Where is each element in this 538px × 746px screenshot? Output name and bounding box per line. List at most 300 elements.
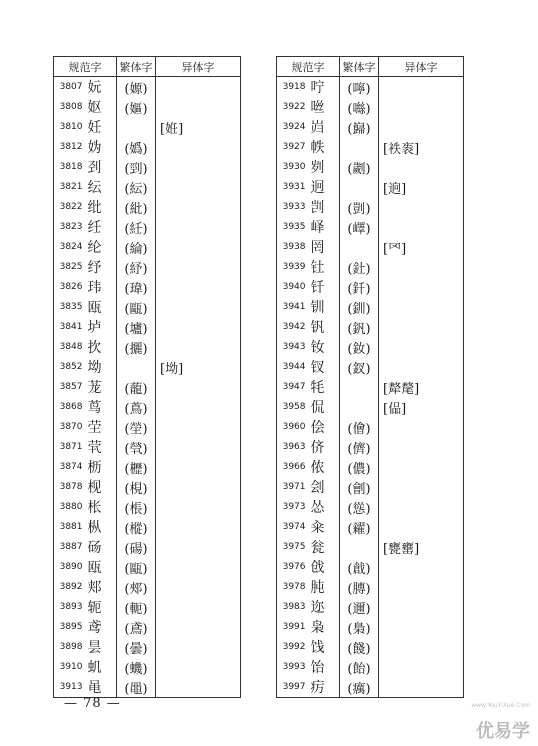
traditional-char: (紓) <box>117 257 156 277</box>
entry-number: 3944 <box>277 357 309 377</box>
traditional-char: (儂) <box>340 457 379 477</box>
standard-char: 帙 <box>309 137 340 157</box>
traditional-char: (飴) <box>340 657 379 677</box>
variant-char <box>379 77 464 98</box>
standard-char: 咝 <box>309 97 340 117</box>
variant-char <box>156 377 241 397</box>
table-row <box>277 577 464 597</box>
standard-char: 侬 <box>309 457 340 477</box>
table-row <box>54 257 241 277</box>
entry-number: 3871 <box>54 437 86 457</box>
traditional-char: (儕) <box>340 437 379 457</box>
standard-char: 疠 <box>309 677 340 698</box>
entry-number: 3939 <box>277 257 309 277</box>
entry-number: 3975 <box>277 537 309 557</box>
standard-char: 剀 <box>309 197 340 217</box>
variant-char <box>156 277 241 297</box>
watermark-logo: 优易学 <box>476 721 530 742</box>
traditional-char: (櫪) <box>117 457 156 477</box>
standard-char: 纭 <box>86 177 117 197</box>
traditional-char: (嶧) <box>340 217 379 237</box>
standard-char: 刭 <box>86 157 117 177</box>
standard-char: 妪 <box>86 97 117 117</box>
entry-number: 3892 <box>54 577 86 597</box>
standard-char: 茔 <box>86 417 117 437</box>
table-row <box>277 557 464 577</box>
entry-number: 3857 <box>54 377 86 397</box>
table-row <box>277 497 464 517</box>
entry-number: 3991 <box>277 617 309 637</box>
traditional-char <box>340 377 379 397</box>
table-row <box>277 217 464 237</box>
entry-number: 3992 <box>277 637 309 657</box>
traditional-char <box>340 397 379 417</box>
standard-char: 垆 <box>86 317 117 337</box>
entry-number: 3826 <box>54 277 86 297</box>
table-row <box>54 77 241 98</box>
traditional-char: (壚) <box>117 317 156 337</box>
entry-number: 3966 <box>277 457 309 477</box>
variant-char <box>156 177 241 197</box>
variant-char <box>379 337 464 357</box>
traditional-char: (瑋) <box>117 277 156 297</box>
standard-char: 玮 <box>86 277 117 297</box>
table-row <box>54 277 241 297</box>
table-row <box>277 237 464 257</box>
variant-char <box>156 237 241 257</box>
standard-char: 侃 <box>309 397 340 417</box>
entry-number: 3933 <box>277 197 309 217</box>
table-row <box>54 597 241 617</box>
entry-number: 3887 <box>54 537 86 557</box>
standard-char: 肫 <box>309 577 340 597</box>
variant-char <box>156 397 241 417</box>
traditional-char: (樅) <box>117 517 156 537</box>
traditional-char: (甌) <box>117 297 156 317</box>
entry-number: 3848 <box>54 337 86 357</box>
table-row <box>277 677 464 698</box>
entry-number: 3973 <box>277 497 309 517</box>
variant-char <box>379 457 464 477</box>
variant-char <box>156 157 241 177</box>
table-row <box>277 397 464 417</box>
traditional-char: (軛) <box>117 597 156 617</box>
entry-number: 3978 <box>277 577 309 597</box>
traditional-char: (煢) <box>117 437 156 457</box>
traditional-char: (餞) <box>340 637 379 657</box>
entry-number: 3935 <box>277 217 309 237</box>
table-row <box>277 137 464 157</box>
variant-char <box>156 317 241 337</box>
entry-number: 3941 <box>277 297 309 317</box>
standard-char: 纾 <box>86 257 117 277</box>
standard-char: 罔 <box>309 237 340 257</box>
header-traditional: 繁体字 <box>340 57 379 77</box>
traditional-char: (紕) <box>117 197 156 217</box>
header-variant: 异体字 <box>156 57 241 77</box>
standard-char: 瓯 <box>86 557 117 577</box>
entry-number: 3997 <box>277 677 309 698</box>
entry-number: 3835 <box>54 297 86 317</box>
variant-char <box>379 677 464 698</box>
standard-char: 妊 <box>86 117 117 137</box>
right-character-table <box>276 56 464 698</box>
traditional-char <box>117 117 156 137</box>
table-row <box>277 657 464 677</box>
header-standard: 规范字 <box>277 57 340 77</box>
left-character-table <box>53 56 241 698</box>
variant-char <box>379 277 464 297</box>
variant-char <box>156 657 241 677</box>
table-row <box>277 457 464 477</box>
traditional-char: (黽) <box>117 677 156 698</box>
table-row <box>277 157 464 177</box>
variant-char <box>156 137 241 157</box>
traditional-char: (癘) <box>340 677 379 698</box>
variant-char <box>379 217 464 237</box>
traditional-char: (釷) <box>340 257 379 277</box>
standard-char: 刿 <box>309 157 340 177</box>
entry-number: 3974 <box>277 517 309 537</box>
variant-char <box>379 197 464 217</box>
table-row <box>277 417 464 437</box>
standard-char: 瓮 <box>309 537 340 557</box>
variant-char: [罓] <box>379 237 464 257</box>
entry-number: 3993 <box>277 657 309 677</box>
table-row <box>277 277 464 297</box>
table-row <box>54 377 241 397</box>
table-header-row <box>277 57 464 77</box>
table-row <box>54 657 241 677</box>
variant-char <box>379 657 464 677</box>
standard-char: 峄 <box>309 217 340 237</box>
standard-char: 侪 <box>309 437 340 457</box>
table-row <box>54 117 241 137</box>
standard-char: 轭 <box>86 597 117 617</box>
traditional-char <box>340 177 379 197</box>
entry-number: 3918 <box>277 77 309 98</box>
traditional-char: (糴) <box>340 517 379 537</box>
variant-char <box>156 517 241 537</box>
entry-number: 3931 <box>277 177 309 197</box>
entry-number: 3895 <box>54 617 86 637</box>
table-row <box>277 437 464 457</box>
table-row <box>54 157 241 177</box>
standard-char: 侩 <box>309 417 340 437</box>
variant-char <box>379 617 464 637</box>
standard-char: 咛 <box>309 77 340 98</box>
variant-char <box>379 517 464 537</box>
traditional-char: (嫄) <box>117 77 156 98</box>
traditional-char: (嚀) <box>340 77 379 98</box>
table-row <box>277 257 464 277</box>
standard-char: 饯 <box>309 637 340 657</box>
entry-number: 3924 <box>277 117 309 137</box>
variant-char <box>156 537 241 557</box>
traditional-char: (碭) <box>117 537 156 557</box>
traditional-char: (膞) <box>340 577 379 597</box>
variant-char <box>156 597 241 617</box>
variant-char <box>379 257 464 277</box>
entry-number: 3821 <box>54 177 86 197</box>
variant-char <box>379 357 464 377</box>
entry-number: 3927 <box>277 137 309 157</box>
entry-number: 3938 <box>277 237 309 257</box>
table-row <box>54 637 241 657</box>
variant-char <box>156 497 241 517</box>
traditional-char: (劌) <box>340 157 379 177</box>
variant-char <box>156 677 241 698</box>
entry-number: 3878 <box>54 477 86 497</box>
table-row <box>277 197 464 217</box>
variant-char <box>379 477 464 497</box>
entry-number: 3870 <box>54 417 86 437</box>
variant-char: [犛氂] <box>379 377 464 397</box>
entry-number: 3808 <box>54 97 86 117</box>
entry-number: 3943 <box>277 337 309 357</box>
table-row <box>54 497 241 517</box>
standard-char: 砀 <box>86 537 117 557</box>
traditional-char: (噝) <box>340 97 379 117</box>
table-row <box>54 437 241 457</box>
traditional-char: (蟣) <box>117 657 156 677</box>
variant-char <box>379 637 464 657</box>
variant-char <box>156 97 241 117</box>
entry-number: 3963 <box>277 437 309 457</box>
entry-number: 3960 <box>277 417 309 437</box>
traditional-char: (綸) <box>117 237 156 257</box>
entry-number: 3971 <box>277 477 309 497</box>
standard-char: 鸢 <box>86 617 117 637</box>
variant-char <box>156 297 241 317</box>
table-row <box>54 417 241 437</box>
traditional-char: (梟) <box>340 617 379 637</box>
table-row <box>277 517 464 537</box>
entry-number: 3824 <box>54 237 86 257</box>
entry-number: 3940 <box>277 277 309 297</box>
traditional-char <box>340 137 379 157</box>
table-row <box>277 77 464 98</box>
watermark-url: www.YouYiXue.Com <box>471 702 530 709</box>
traditional-char: (蘢) <box>117 377 156 397</box>
table-row <box>54 237 241 257</box>
variant-char <box>156 217 241 237</box>
table-row <box>54 337 241 357</box>
variant-char <box>156 437 241 457</box>
variant-char <box>379 597 464 617</box>
table-row <box>54 477 241 497</box>
traditional-char <box>340 237 379 257</box>
standard-char: 枞 <box>86 517 117 537</box>
entry-number: 3890 <box>54 557 86 577</box>
standard-char: 牦 <box>309 377 340 397</box>
variant-char <box>156 637 241 657</box>
standard-char: 岿 <box>309 117 340 137</box>
standard-char: 籴 <box>309 517 340 537</box>
table-row <box>54 97 241 117</box>
standard-char: 妧 <box>86 77 117 98</box>
table-row <box>54 357 241 377</box>
entry-number: 3868 <box>54 397 86 417</box>
entry-number: 3807 <box>54 77 86 98</box>
entry-number: 3880 <box>54 497 86 517</box>
traditional-char: (儈) <box>340 417 379 437</box>
table-row <box>277 477 464 497</box>
standard-char: 钗 <box>309 357 340 377</box>
variant-char <box>156 77 241 98</box>
table-row <box>277 97 464 117</box>
traditional-char: (嬀) <box>117 137 156 157</box>
standard-char: 纴 <box>86 217 117 237</box>
header-standard: 规范字 <box>54 57 117 77</box>
standard-char: 枥 <box>86 457 117 477</box>
traditional-char: (邇) <box>340 597 379 617</box>
traditional-char: (戧) <box>340 557 379 577</box>
variant-char: [袟袠] <box>379 137 464 157</box>
traditional-char <box>117 357 156 377</box>
traditional-char: (釵) <box>340 357 379 377</box>
variant-char <box>379 577 464 597</box>
entry-number: 3958 <box>277 397 309 417</box>
entry-number: 3910 <box>54 657 86 677</box>
variant-char <box>156 617 241 637</box>
standard-char: 迩 <box>309 597 340 617</box>
standard-char: 刽 <box>309 477 340 497</box>
table-row <box>54 617 241 637</box>
table-row <box>277 617 464 637</box>
table-row <box>54 137 241 157</box>
standard-char: 黾 <box>86 677 117 698</box>
traditional-char: (巋) <box>340 117 379 137</box>
variant-char: [逈] <box>379 177 464 197</box>
right-table-body <box>277 77 464 698</box>
standard-char: 饴 <box>309 657 340 677</box>
standard-char: 茑 <box>86 397 117 417</box>
variant-char <box>379 497 464 517</box>
standard-char: 扻 <box>86 337 117 357</box>
entry-number: 3983 <box>277 597 309 617</box>
standard-char: 纶 <box>86 237 117 257</box>
table-row <box>54 197 241 217</box>
traditional-char: (慫) <box>340 497 379 517</box>
entry-number: 3841 <box>54 317 86 337</box>
entry-number: 3874 <box>54 457 86 477</box>
traditional-char: (曇) <box>117 637 156 657</box>
variant-char <box>156 557 241 577</box>
standard-char: 钒 <box>309 317 340 337</box>
header-traditional: 繁体字 <box>117 57 156 77</box>
traditional-char: (剄) <box>117 157 156 177</box>
standard-char: 茕 <box>86 437 117 457</box>
standard-char: 戗 <box>309 557 340 577</box>
entry-number: 3852 <box>54 357 86 377</box>
entry-number: 3947 <box>277 377 309 397</box>
table-row <box>277 597 464 617</box>
traditional-char: (釹) <box>340 337 379 357</box>
table-row <box>54 397 241 417</box>
table-row <box>54 177 241 197</box>
traditional-char: (梘) <box>117 477 156 497</box>
variant-char <box>156 197 241 217</box>
standard-char: 妫 <box>86 137 117 157</box>
standard-char: 钕 <box>309 337 340 357</box>
standard-char: 钏 <box>309 297 340 317</box>
table-row <box>277 357 464 377</box>
traditional-char: (剴) <box>340 197 379 217</box>
entry-number: 3913 <box>54 677 86 698</box>
variant-char <box>156 477 241 497</box>
traditional-char: (釧) <box>340 297 379 317</box>
entry-number: 3930 <box>277 157 309 177</box>
variant-char <box>379 417 464 437</box>
table-row <box>54 577 241 597</box>
traditional-char: (劊) <box>340 477 379 497</box>
variant-char <box>379 557 464 577</box>
table-row <box>54 457 241 477</box>
entry-number: 3976 <box>277 557 309 577</box>
variant-char <box>379 437 464 457</box>
traditional-char: (釩) <box>340 317 379 337</box>
standard-char: 钍 <box>309 257 340 277</box>
traditional-char: (鳶) <box>117 617 156 637</box>
traditional-char: (釺) <box>340 277 379 297</box>
table-row <box>54 297 241 317</box>
standard-char: 钎 <box>309 277 340 297</box>
table-row <box>277 337 464 357</box>
variant-char: [姙] <box>156 117 241 137</box>
entry-number: 3823 <box>54 217 86 237</box>
entry-number: 3893 <box>54 597 86 617</box>
standard-char: 虮 <box>86 657 117 677</box>
entry-number: 3898 <box>54 637 86 657</box>
traditional-char: (紝) <box>117 217 156 237</box>
table-row <box>277 317 464 337</box>
traditional-char: (棖) <box>117 497 156 517</box>
variant-char <box>156 577 241 597</box>
traditional-char: (塋) <box>117 417 156 437</box>
table-row <box>54 517 241 537</box>
table-row <box>277 117 464 137</box>
variant-char: [偘] <box>379 397 464 417</box>
header-variant: 异体字 <box>379 57 464 77</box>
standard-char: 迥 <box>309 177 340 197</box>
traditional-char: (甌) <box>117 557 156 577</box>
variant-char <box>379 97 464 117</box>
table-row <box>54 557 241 577</box>
entry-number: 3881 <box>54 517 86 537</box>
traditional-char <box>340 537 379 557</box>
standard-char: 纰 <box>86 197 117 217</box>
traditional-char: (紜) <box>117 177 156 197</box>
entry-number: 3812 <box>54 137 86 157</box>
standard-char: 茏 <box>86 377 117 397</box>
entry-number: 3825 <box>54 257 86 277</box>
standard-char: 枭 <box>309 617 340 637</box>
traditional-char: (郟) <box>117 577 156 597</box>
variant-char <box>156 337 241 357</box>
variant-char <box>156 257 241 277</box>
standard-char: 枧 <box>86 477 117 497</box>
variant-char <box>379 317 464 337</box>
left-table-body <box>54 77 241 698</box>
table-row <box>54 537 241 557</box>
standard-char: 坳 <box>86 357 117 377</box>
traditional-char: (攦) <box>117 337 156 357</box>
variant-char: [甕罋] <box>379 537 464 557</box>
table-row <box>277 177 464 197</box>
entry-number: 3818 <box>54 157 86 177</box>
variant-char <box>379 157 464 177</box>
